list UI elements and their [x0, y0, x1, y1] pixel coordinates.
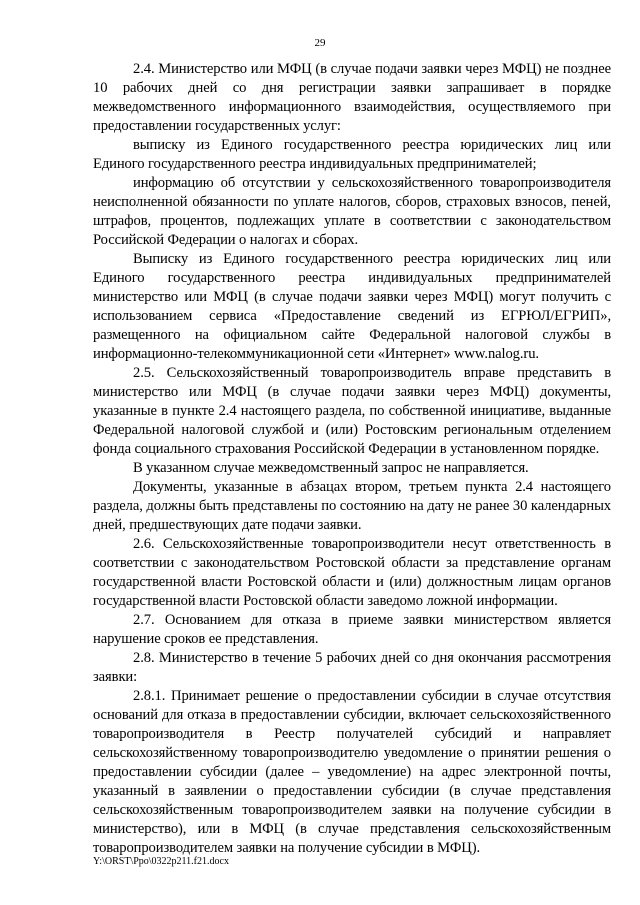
- paragraph-2-4: 2.4. Министерство или МФЦ (в случае подачи заявки через МФЦ) не позднее 10 рабочих дней со дня регистрации заявки запрашивает в порядке межведомственного информационного взаимодействия, осуществляемого при предоставлении государственных услуг:: [93, 61, 611, 134]
- paragraph-2-8: 2.8. Министерство в течение 5 рабочих дней со дня окончания рассмотрения заявки:: [93, 650, 611, 685]
- paragraph-no-request: В указанном случае межведомственный запрос не направляется.: [133, 460, 529, 476]
- paragraph-2-7: 2.7. Основанием для отказа в приеме заявки министерством является нарушение сроков ее представления.: [93, 612, 611, 647]
- paragraph-documents-date: Документы, указанные в абзацах втором, третьем пункта 2.4 настоящего раздела, должны быть представлены по состоянию на дату не ранее 30 календарных дней, предшествующих дате подачи заявки.: [93, 479, 611, 533]
- paragraph-tax-info: информацию об отсутствии у сельскохозяйственного товаропроизводителя неисполненной обязанности по уплате налогов, сборов, страховых взносов, пеней, штрафов, процентов, подлежащих уплате в соответствии с законодательством Российской Федерации о налогах и сборах.: [93, 175, 611, 248]
- page-number: 29: [314, 37, 326, 49]
- document-body: [93, 60, 611, 858]
- paragraph-2-6: 2.6. Сельскохозяйственные товаропроизводители несут ответственность в соответствии с законодательством Ростовской области за представление органам государственной власти Ростовской области и (или) должностным лицам органов государственной власти Ростовской области заведомо ложной информации.: [93, 536, 611, 609]
- paragraph-2-8-1: 2.8.1. Принимает решение о предоставлении субсидии в случае отсутствия оснований для отказа в предоставлении субсидии, включает сельскохозяйственного товаропроизводителя в Реестр получателей субсидий и направляет сельскохозяйственному товаропроизводителю уведомление о принятии решения о предоставлении субсидии (далее – уведомление) на адрес электронной почты, указанный в заявлении о предоставлении субсидии (в случае представления сельскохозяйственным товаропроизводителем заявки на получение субсидии в министерство), или в МФЦ (в случае представления сельскохозяйственным товаропроизводителем заявки на получение субсидии в МФЦ).: [93, 688, 611, 856]
- paragraph-2-5: 2.5. Сельскохозяйственный товаропроизводитель вправе представить в министерство или МФЦ (в случае подачи заявки через МФЦ) документы, указанные в пункте 2.4 настоящего раздела, по собственной инициативе, выданные Федеральной налоговой службой и (или) Ростовским региональным отделением фонда социального страхования Российской Федерации в установленном порядке.: [93, 365, 611, 457]
- footer-file-path: Y:\ORST\Ppo\0322p211.f21.docx: [93, 856, 229, 867]
- paragraph-egrul-service: Выписку из Единого государственного реестра юридических лиц или Единого государственного реестра индивидуальных предпринимателей министерство или МФЦ (в случае подачи заявки через МФЦ) могут получить с использованием сервиса «Предоставление сведений из ЕГРЮЛ/ЕГРИП», размещенного на официальном сайте Федеральной налоговой службы в информационно-телекоммуникационной сети «Интернет» www.nalog.ru.: [93, 251, 611, 362]
- paragraph-egrul-extract: выписку из Единого государственного реестра юридических лиц или Единого государственного реестра индивидуальных предпринимателей;: [93, 137, 611, 172]
